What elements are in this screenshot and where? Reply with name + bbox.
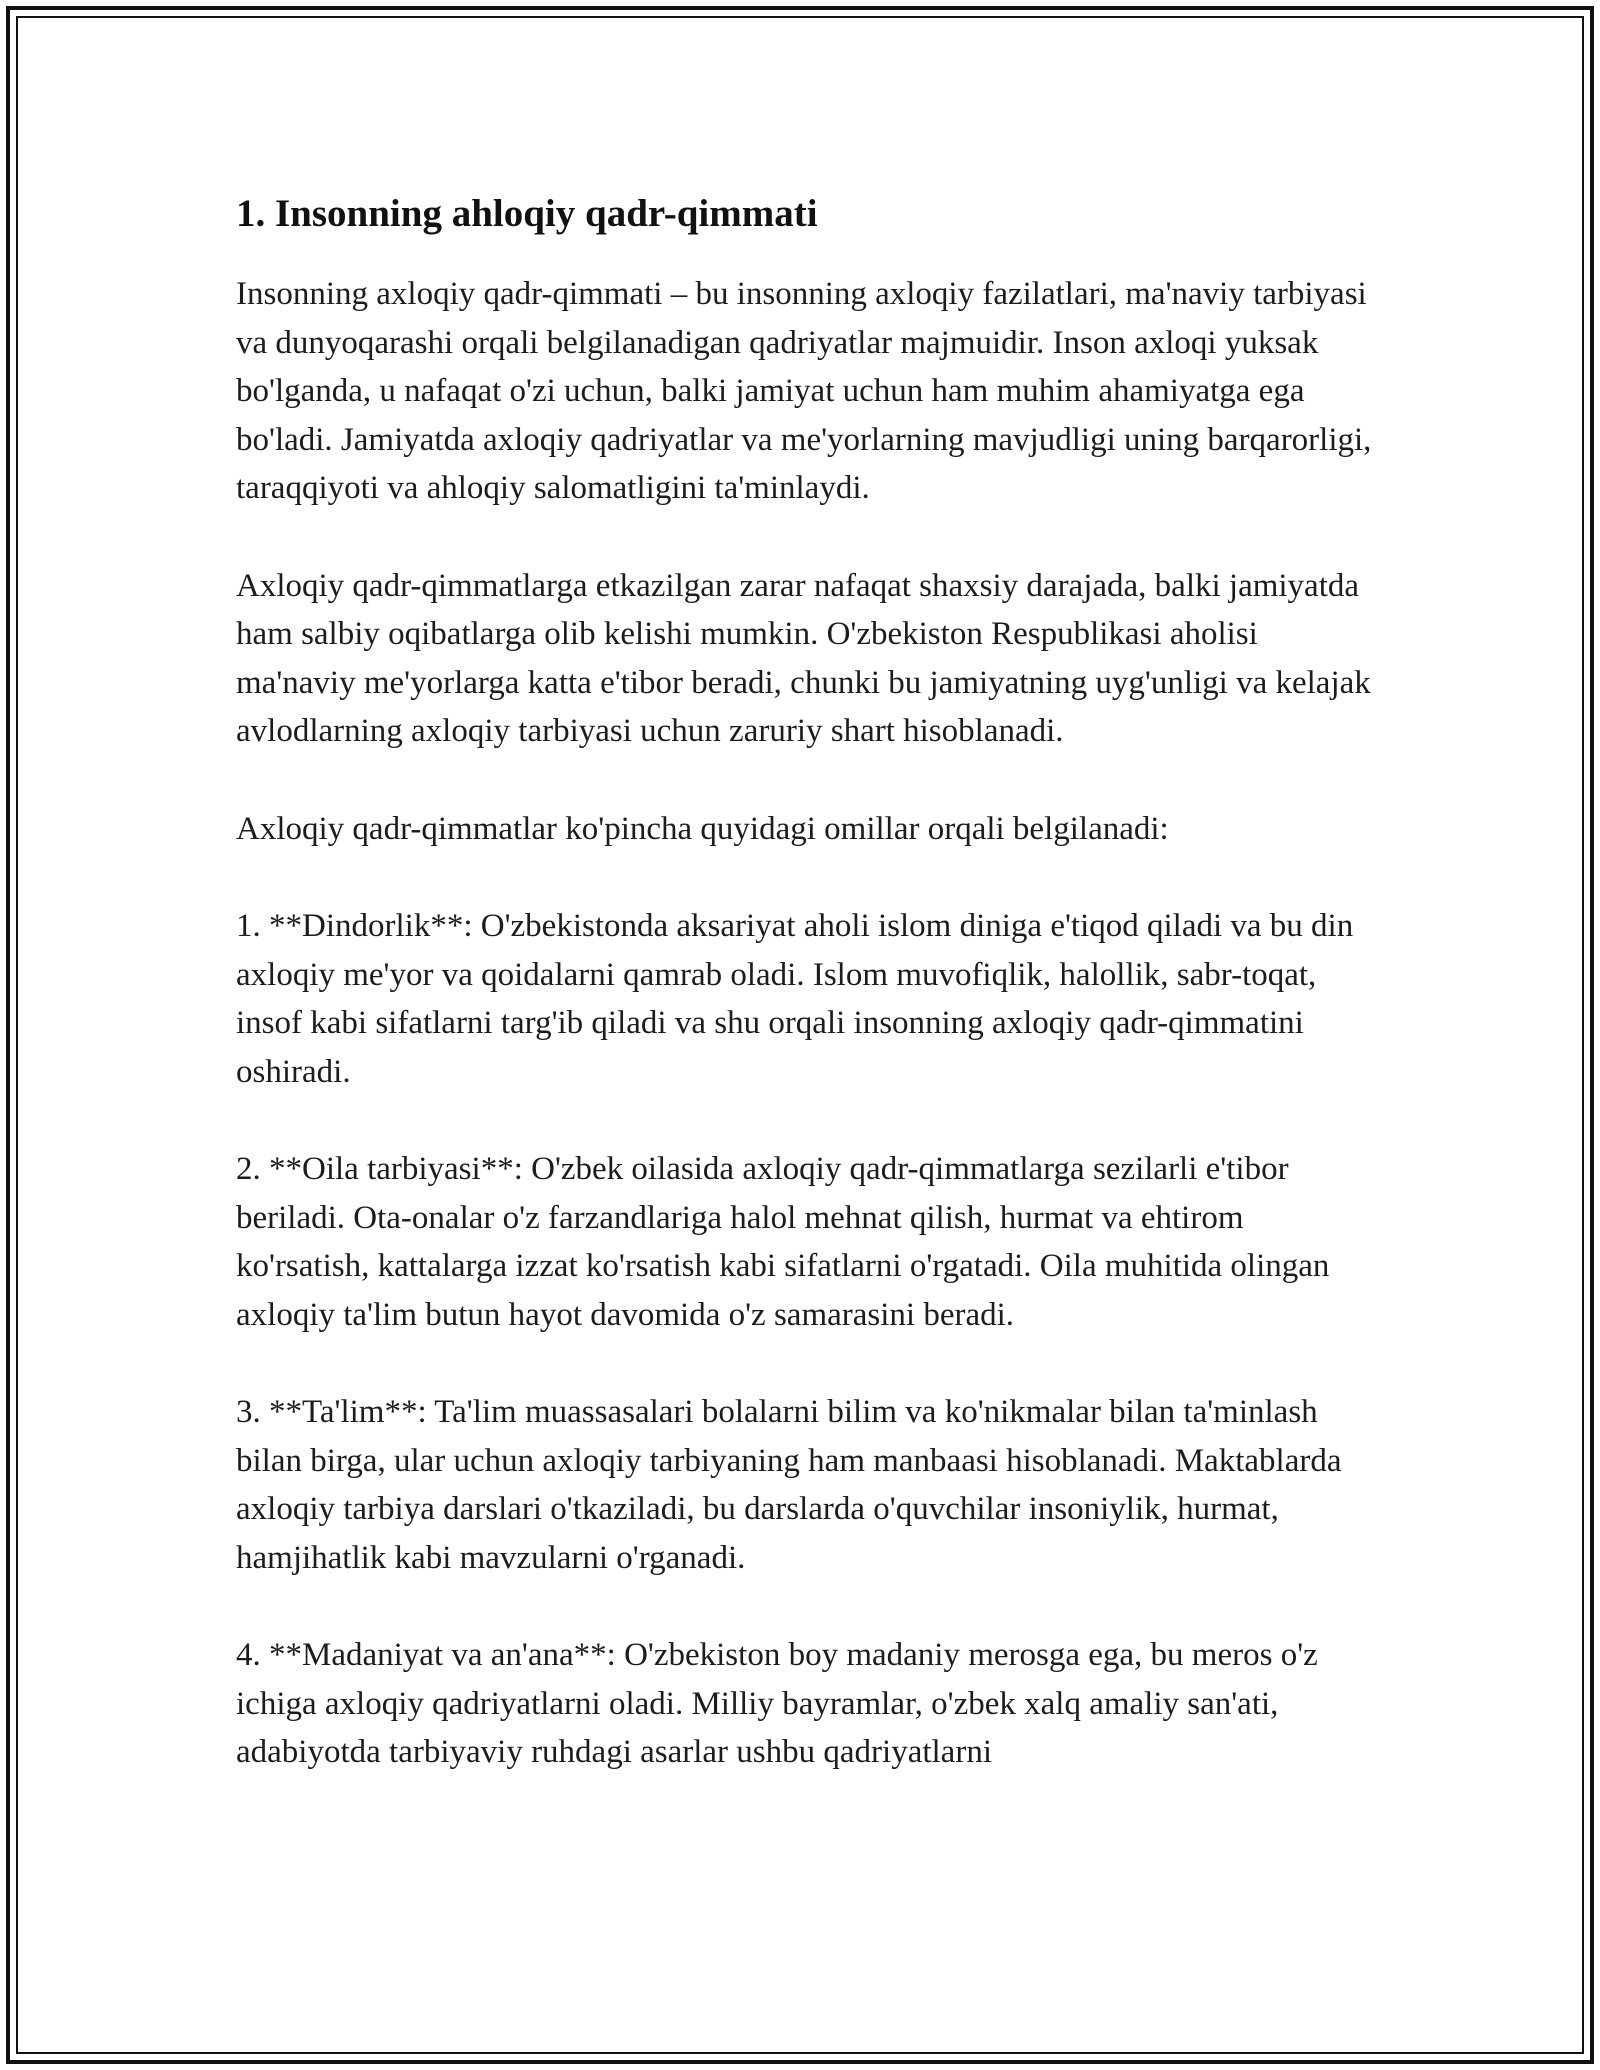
document-body — [236, 186, 1376, 1826]
list-item-dindorlik: 1. **Dindorlik**: O'zbekistonda aksariyat aholi islom diniga e'tiqod qiladi va bu din axloqiy me'yor va qoidalarni qamrab oladi. Islom muvofiqlik, halollik, sabr-toqat, insof kabi sifatlarni targ'ib qiladi va shu orqali insonning axloqiy qadr-qimmatini oshiradi. — [236, 908, 1354, 1090]
paragraph-intro: Insonning axloqiy qadr-qimmati – bu insonning axloqiy fazilatlari, ma'naviy tarbiyasi va dunyoqarashi orqali belgilanadigan qadriyatlar majmuidir. Inson axloqi yuksak bo'lganda, u nafaqat o'zi uchun, balki jamiyat uchun ham muhim ahamiyatga ega bo'ladi. Jamiyatda axloqiy qadriyatlar va me'yorlarning mavjudligi uning barqarorligi, taraqqiyoti va ahloqiy salomatligini ta'minlaydi. — [236, 276, 1372, 506]
paragraph-harm: Axloqiy qadr-qimmatlarga etkazilgan zarar nafaqat shaxsiy darajada, balki jamiyatda ham salbiy oqibatlarga olib kelishi mumkin. O'zbekiston Respublikasi aholisi ma'naviy me'yorlarga katta e'tibor beradi, chunki bu jamiyatning uyg'unligi va kelajak avlodlarning axloqiy tarbiyasi uchun zaruriy shart hisoblanadi. — [236, 567, 1371, 749]
paragraph-factors-lead: Axloqiy qadr-qimmatlar ko'pincha quyidagi omillar orqali belgilanadi: — [236, 810, 1169, 847]
list-item-talim: 3. **Ta'lim**: Ta'lim muassasalari bolalarni bilim va ko'nikmalar bilan ta'minlash bilan birga, ular uchun axloqiy tarbiyaning ham manbaasi hisoblanadi. Maktablarda axloqiy tarbiya darslari o'tkaziladi, bu darslarda o'quvchilar insoniylik, hurmat, hamjihatlik kabi mavzularni o'rganadi. — [236, 1394, 1342, 1576]
list-item-oila-tarbiyasi: 2. **Oila tarbiyasi**: O'zbek oilasida axloqiy qadr-qimmatlarga sezilarli e'tibor beriladi. Ota-onalar o'z farzandlariga halol mehnat qilish, hurmat va ehtirom ko'rsatish, kattalarga izzat ko'rsatish kabi sifatlarni o'rgatadi. Oila muhitida olingan axloqiy ta'lim butun hayot davomida o'z samarasini beradi. — [236, 1151, 1330, 1333]
list-item-madaniyat: 4. **Madaniyat va an'ana**: O'zbekiston boy madaniy merosga ega, bu meros o'z ichiga axloqiy qadriyatlarni oladi. Milliy bayramlar, o'zbek xalq amaliy san'ati, adabiyotda tarbiyaviy ruhdagi asarlar ushbu qadriyatlarni — [236, 1637, 1318, 1770]
document-title: 1. Insonning ahloqiy qadr-qimmati — [236, 192, 818, 235]
